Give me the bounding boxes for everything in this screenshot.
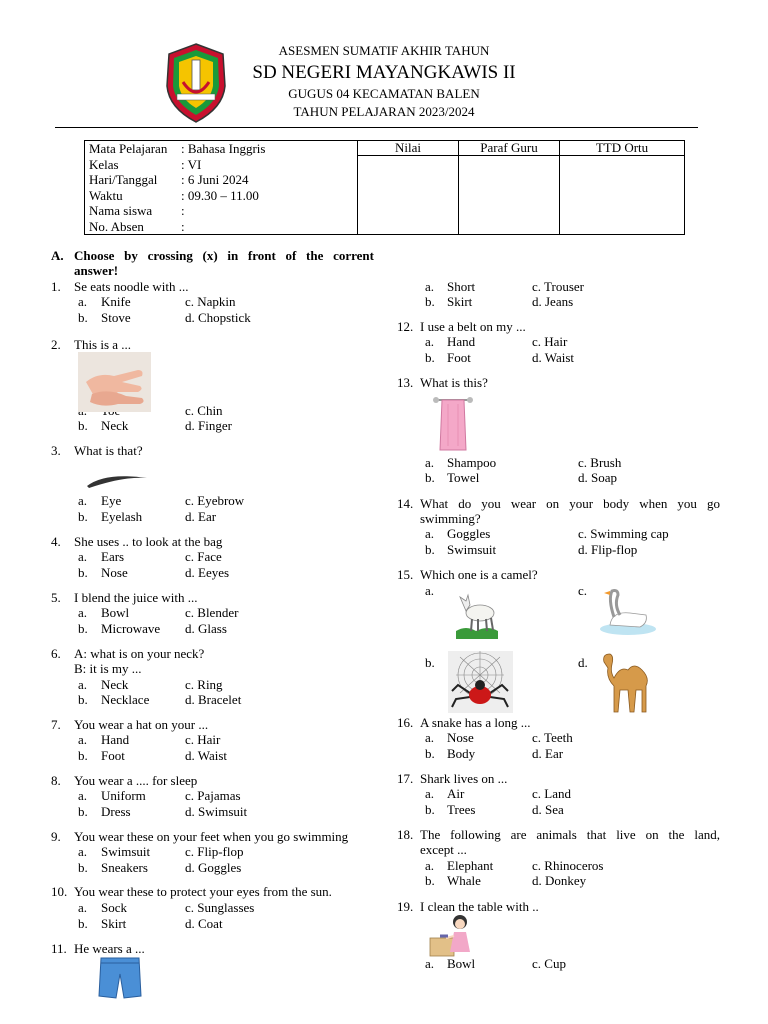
option-a[interactable]: a.	[425, 334, 435, 349]
option-c[interactable]: c. Face	[185, 549, 222, 564]
question-text: I clean the table with ..	[420, 899, 539, 914]
option-b[interactable]: b.	[78, 565, 88, 580]
option-d[interactable]: d. Waist	[185, 748, 228, 763]
option-c[interactable]: c. Cup	[532, 956, 566, 971]
cluster-district: GUGUS 04 KECAMATAN BALEN	[288, 86, 480, 101]
option-b-text[interactable]: Stove	[101, 310, 131, 325]
student-info-cell	[85, 141, 358, 235]
option-d[interactable]: d. Finger	[185, 418, 232, 433]
option-d[interactable]: d. Donkey	[532, 873, 587, 888]
towel-image	[432, 394, 474, 454]
goat-image[interactable]	[452, 585, 502, 639]
option-a[interactable]: a.	[78, 788, 88, 803]
option-d[interactable]: d. Waist	[532, 350, 575, 365]
assessment-title: ASESMEN SUMATIF AKHIR TAHUN	[278, 43, 490, 58]
option-d[interactable]: d. Coat	[185, 916, 223, 931]
option-b-text[interactable]: Microwave	[101, 621, 161, 636]
option-d[interactable]: d. Ear	[185, 509, 217, 524]
option-b[interactable]: b.	[425, 294, 435, 309]
option-a-text[interactable]: Bowl	[101, 605, 130, 620]
option-b[interactable]: b.	[425, 655, 435, 670]
question-number: 11.	[51, 941, 67, 956]
option-c[interactable]: c. Chin	[185, 403, 223, 418]
question-number: 17.	[397, 771, 414, 786]
option-b[interactable]: b.	[78, 748, 88, 763]
question-text: He wears a ...	[74, 941, 145, 956]
question-text: What do you wear on your body when you go	[420, 496, 720, 511]
question-text: You wear a hat on your ...	[74, 717, 209, 732]
option-b-text[interactable]: Swimsuit	[447, 542, 497, 557]
option-a-text[interactable]: Swimsuit	[101, 844, 151, 859]
question-number: 7.	[51, 717, 61, 732]
option-d[interactable]: d. Ear	[532, 746, 564, 761]
option-a[interactable]: a.	[425, 583, 435, 598]
school-emblem-logo	[163, 42, 229, 124]
option-b-text[interactable]: Trees	[447, 802, 476, 817]
info-label: No. Absen	[89, 218, 144, 234]
question-number: 13.	[397, 375, 414, 390]
question-text: I blend the juice with ...	[74, 590, 198, 605]
option-c[interactable]: c. Blender	[185, 605, 239, 620]
option-a[interactable]: a.	[425, 730, 435, 745]
option-a-text[interactable]: Bowl	[447, 956, 476, 971]
question-number: 16.	[397, 715, 414, 730]
option-b-text[interactable]: Towel	[447, 470, 480, 485]
eyebrow-image	[85, 470, 150, 490]
option-a[interactable]: a.	[425, 279, 435, 294]
option-c[interactable]: c.	[578, 583, 588, 598]
option-a-text[interactable]: Hand	[447, 334, 476, 349]
option-a[interactable]: a.	[78, 294, 88, 309]
option-a-text[interactable]: Nose	[447, 730, 474, 745]
info-label: Mata Pelajaran	[89, 141, 168, 156]
question-number: 6.	[51, 646, 61, 661]
question-number: 2.	[51, 337, 61, 352]
question-text: You wear these on your feet when you go swimming	[74, 829, 349, 844]
question-number: 8.	[51, 773, 61, 788]
option-b-text[interactable]: Skirt	[101, 916, 127, 931]
finger-photo-image	[78, 352, 151, 412]
parent-signature-header: TTD Ortu	[560, 141, 685, 156]
option-b[interactable]: b.	[78, 804, 88, 819]
option-c[interactable]: c. Trouser	[532, 279, 585, 294]
option-c[interactable]: c. Hair	[185, 732, 221, 747]
swan-image[interactable]	[598, 585, 658, 637]
question-text: I use a belt on my ...	[420, 319, 526, 334]
option-c[interactable]: c. Eyebrow	[185, 493, 245, 508]
option-d[interactable]: d. Sea	[532, 802, 564, 817]
info-value: : 09.30 – 11.00	[181, 187, 259, 203]
option-a[interactable]: a.	[78, 900, 88, 915]
question-number: 12.	[397, 319, 414, 334]
academic-year: TAHUN PELAJARAN 2023/2024	[293, 104, 475, 119]
option-b[interactable]: b.	[425, 542, 435, 557]
option-c[interactable]: c. Rhinoceros	[532, 858, 604, 873]
question-text: A: what is on your neck?	[74, 646, 205, 661]
option-b[interactable]: b.	[78, 621, 88, 636]
school-name: SD NEGERI MAYANGKAWIS II	[252, 62, 516, 83]
option-b-text[interactable]: Neck	[101, 418, 129, 433]
section-letter: A.	[51, 248, 64, 263]
camel-image[interactable]	[598, 648, 654, 714]
option-b[interactable]: b.	[425, 470, 435, 485]
question-number: 14.	[397, 496, 414, 511]
question-number: 4.	[51, 534, 61, 549]
question-number: 15.	[397, 567, 414, 582]
info-label: Waktu	[89, 187, 123, 203]
header-divider	[55, 127, 698, 128]
teacher-initial-box[interactable]	[459, 156, 560, 235]
info-value: :	[181, 218, 185, 234]
option-b-text[interactable]: Sneakers	[101, 860, 148, 875]
option-d[interactable]: d. Goggles	[185, 860, 242, 875]
option-b-text[interactable]: Necklace	[101, 692, 150, 707]
section-instruction-cont: answer!	[74, 263, 119, 278]
info-label: Nama siswa	[89, 203, 153, 218]
option-a[interactable]: a.	[425, 858, 435, 873]
option-a-text[interactable]: Knife	[101, 294, 131, 309]
option-a[interactable]: a.	[78, 677, 88, 692]
question-text: What is this?	[420, 375, 488, 390]
question-text: Which one is a camel?	[420, 567, 538, 582]
option-a-text[interactable]: Ears	[101, 549, 125, 564]
question-text: The following are animals that live on the land,	[420, 827, 720, 842]
info-label: Hari/Tanggal	[89, 172, 158, 187]
option-d[interactable]: d. Glass	[185, 621, 227, 636]
option-b-text[interactable]: Dress	[101, 804, 131, 819]
option-a[interactable]: a.	[78, 549, 88, 564]
question-text: You wear these to protect your eyes from the sun.	[74, 884, 332, 899]
option-c[interactable]: c. Swimming cap	[578, 526, 669, 541]
option-b[interactable]: b.	[78, 860, 88, 875]
option-b[interactable]: b.	[425, 802, 435, 817]
option-b-text[interactable]: Eyelash	[101, 509, 143, 524]
option-b[interactable]: b.	[78, 692, 88, 707]
question-text: This is a ...	[74, 337, 132, 352]
question-number: 1.	[51, 279, 61, 294]
question-text-line2: B: it is my ...	[74, 661, 142, 676]
info-value: :	[181, 203, 185, 218]
question-number: 18.	[397, 827, 414, 842]
score-header: Nilai	[358, 141, 459, 156]
option-a-text[interactable]: Uniform	[101, 788, 146, 803]
option-a[interactable]: a.	[78, 732, 88, 747]
option-b[interactable]: b.	[78, 509, 88, 524]
option-c[interactable]: c. Napkin	[185, 294, 236, 309]
option-d[interactable]: d. Chopstick	[185, 310, 251, 325]
question-number: 10.	[51, 884, 68, 899]
option-d[interactable]: d.	[578, 655, 588, 670]
option-b[interactable]: b.	[78, 916, 88, 931]
option-c[interactable]: c. Brush	[578, 455, 622, 470]
option-a-text[interactable]: Elephant	[447, 858, 494, 873]
option-b-text[interactable]: Foot	[101, 748, 125, 763]
parent-signature-box[interactable]	[560, 156, 685, 235]
option-b[interactable]: b.	[425, 746, 435, 761]
option-a-text[interactable]: Eye	[101, 493, 122, 508]
option-b[interactable]: b.	[78, 310, 88, 325]
teacher-initial-header: Paraf Guru	[459, 141, 560, 156]
option-a[interactable]: a.	[78, 493, 88, 508]
info-value: : Bahasa Inggris	[181, 141, 266, 156]
question-text: What is that?	[74, 443, 143, 458]
question-number: 9.	[51, 829, 61, 844]
option-d[interactable]: d. Flip-flop	[578, 542, 638, 557]
option-a-text[interactable]: Neck	[101, 677, 129, 692]
option-c[interactable]: c. Flip-flop	[185, 844, 244, 859]
score-box[interactable]	[358, 156, 459, 235]
option-b[interactable]: b.	[425, 350, 435, 365]
girl-cleaning-table-image	[428, 912, 474, 958]
question-text: A snake has a long ...	[420, 715, 531, 730]
option-c[interactable]: c. Land	[532, 786, 571, 801]
question-text-line2: except ...	[420, 842, 467, 857]
option-a[interactable]: a.	[78, 844, 88, 859]
option-d[interactable]: d. Bracelet	[185, 692, 242, 707]
question-text: Se eats noodle with ...	[74, 279, 189, 294]
option-a-text[interactable]: Hand	[101, 732, 130, 747]
option-a[interactable]: a.	[425, 956, 435, 971]
option-c[interactable]: c. Sunglasses	[185, 900, 255, 915]
option-a-text[interactable]: Sock	[101, 900, 127, 915]
info-value: : VI	[181, 156, 202, 172]
option-b[interactable]: b.	[78, 418, 88, 433]
question-number: 3.	[51, 443, 61, 458]
option-c[interactable]: c. Teeth	[532, 730, 573, 745]
option-b-text[interactable]: Body	[447, 746, 476, 761]
option-c[interactable]: c. Ring	[185, 677, 223, 692]
option-a[interactable]: a.	[425, 455, 435, 470]
option-d[interactable]: d. Soap	[578, 470, 617, 485]
option-d[interactable]: d. Eeyes	[185, 565, 230, 580]
option-d[interactable]: d. Swimsuit	[185, 804, 248, 819]
section-instruction: Choose by crossing (x) in front of the corrent	[74, 248, 374, 263]
info-label: Kelas	[89, 156, 119, 172]
question-text-line2: swimming?	[420, 511, 481, 526]
option-a[interactable]: a.	[425, 786, 435, 801]
option-a[interactable]: a.	[425, 526, 435, 541]
option-b[interactable]: b.	[425, 873, 435, 888]
spider-image[interactable]	[448, 651, 513, 713]
question-text: You wear a .... for sleep	[74, 773, 198, 788]
option-b-text[interactable]: Skirt	[447, 294, 473, 309]
option-a[interactable]: a.	[78, 605, 88, 620]
option-a-text[interactable]: Shampoo	[447, 455, 497, 470]
option-b-text[interactable]: Foot	[447, 350, 471, 365]
option-c[interactable]: c. Hair	[532, 334, 568, 349]
question-number: 19.	[397, 899, 414, 914]
option-a-text[interactable]: Short	[447, 279, 476, 294]
option-a-text[interactable]: Goggles	[447, 526, 491, 541]
option-b-text[interactable]: Nose	[101, 565, 128, 580]
shorts-image	[97, 956, 143, 1000]
question-text: Shark lives on ...	[420, 771, 508, 786]
option-b-text[interactable]: Whale	[447, 873, 481, 888]
info-value: : 6 Juni 2024	[181, 172, 249, 187]
option-c[interactable]: c. Pajamas	[185, 788, 241, 803]
option-d[interactable]: d. Jeans	[532, 294, 574, 309]
option-a-text[interactable]: Air	[447, 786, 465, 801]
student-info-table	[84, 140, 685, 235]
question-number: 5.	[51, 590, 61, 605]
question-text: She uses .. to look at the bag	[74, 534, 223, 549]
